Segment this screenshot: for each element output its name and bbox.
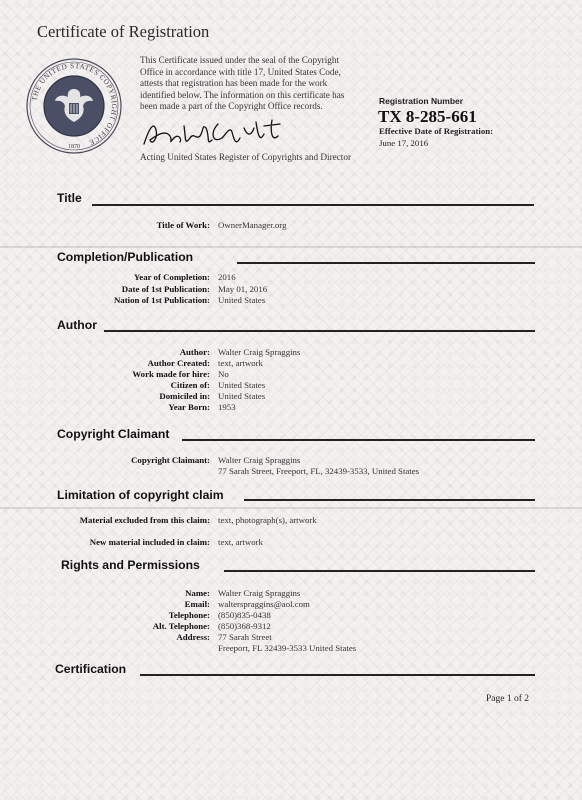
section-heading-completion: Completion/Publication xyxy=(57,250,194,264)
intro-line: attests that registration has been made for the work xyxy=(140,78,328,89)
field-value: OwnerManager.org xyxy=(218,220,287,230)
field-value: Walter Craig Spraggins xyxy=(218,588,301,598)
field-label: Work made for hire: xyxy=(132,369,210,379)
section-heading-limitation: Limitation of copyright claim xyxy=(57,488,224,502)
field-label: Author: xyxy=(179,347,210,357)
fold-line xyxy=(0,246,582,248)
field-label: Nation of 1st Publication: xyxy=(113,295,210,305)
registration-number-label: Registration Number xyxy=(379,96,464,106)
field-value: Walter Craig Spraggins xyxy=(218,455,301,465)
field-label: Address: xyxy=(176,632,210,642)
field-value: 77 Sarah Street, Freeport, FL, 32439-3533, United States xyxy=(218,466,420,476)
page-number: Page 1 of 2 xyxy=(486,694,530,704)
intro-line: Office in accordance with title 17, United States Code, xyxy=(140,66,341,77)
field-label: Name: xyxy=(185,588,210,598)
field-value: Freeport, FL 32439-3533 United States xyxy=(218,643,357,653)
field-label: Domiciled in: xyxy=(159,391,210,401)
section-rule xyxy=(92,204,534,206)
field-value: text, artwork xyxy=(218,537,263,547)
signature xyxy=(140,116,290,152)
field-label: Email: xyxy=(184,599,210,609)
field-label: Year of Completion: xyxy=(133,272,210,282)
section-rule xyxy=(224,570,535,572)
intro-line: This Certificate issued under the seal of the Copyright xyxy=(140,55,340,65)
field-value: United States xyxy=(218,295,266,305)
field-label: Telephone: xyxy=(168,610,210,620)
section-heading-rights: Rights and Permissions xyxy=(61,558,200,572)
intro-line: been made a part of the Copyright Office records. xyxy=(140,101,323,112)
field-label: Copyright Claimant: xyxy=(131,455,210,465)
effective-date-label: Effective Date of Registration: xyxy=(379,126,494,136)
field-label: Title of Work: xyxy=(156,220,210,230)
field-label: Author Created: xyxy=(147,358,210,368)
intro-paragraph xyxy=(140,55,362,113)
section-heading-claimant: Copyright Claimant xyxy=(57,427,170,441)
section-heading-certification: Certification xyxy=(55,662,127,676)
effective-date: June 17, 2016 xyxy=(379,138,429,148)
field-value: text, photograph(s), artwork xyxy=(218,515,317,525)
section-rule xyxy=(104,330,535,332)
intro-line: identified below. The information on this certificate has xyxy=(140,89,345,100)
field-value: 77 Sarah Street xyxy=(218,632,272,642)
registration-number: TX 8-285-661 xyxy=(378,107,477,126)
section-rule xyxy=(244,499,535,501)
field-label: Year Born: xyxy=(168,402,210,412)
field-value: Walter Craig Spraggins xyxy=(218,347,301,357)
field-value: text, artwork xyxy=(218,358,263,368)
section-heading-author: Author xyxy=(57,318,97,332)
field-value: walterspraggins@aol.com xyxy=(218,599,310,609)
seal-year: 1870 xyxy=(68,144,80,150)
section-heading-title: Title xyxy=(57,191,82,205)
field-value: 1953 xyxy=(218,402,236,412)
field-value: United States xyxy=(218,391,266,401)
field-value: United States xyxy=(218,380,266,390)
seal-text: THE UNITED STATES COPYRIGHT OFFICE xyxy=(30,61,119,147)
copyright-office-seal-icon xyxy=(24,56,124,156)
field-label: Date of 1st Publication: xyxy=(121,284,210,294)
field-value: (850)835-0438 xyxy=(218,610,271,620)
signer-title: Acting United States Register of Copyrights and Director xyxy=(140,152,352,162)
section-rule xyxy=(237,262,535,264)
field-label: Material excluded from this claim: xyxy=(79,515,210,525)
section-rule xyxy=(140,674,535,676)
certificate-title: Certificate of Registration xyxy=(37,22,210,41)
field-label: New material included in claim: xyxy=(89,537,210,547)
fold-line xyxy=(0,507,582,509)
section-rule xyxy=(182,439,535,441)
field-value: (850)368-9312 xyxy=(218,621,271,631)
field-value: No xyxy=(218,369,229,379)
field-label: Alt. Telephone: xyxy=(152,621,210,631)
field-value: May 01, 2016 xyxy=(218,284,268,294)
field-label: Citizen of: xyxy=(170,380,210,390)
field-value: 2016 xyxy=(218,272,236,282)
